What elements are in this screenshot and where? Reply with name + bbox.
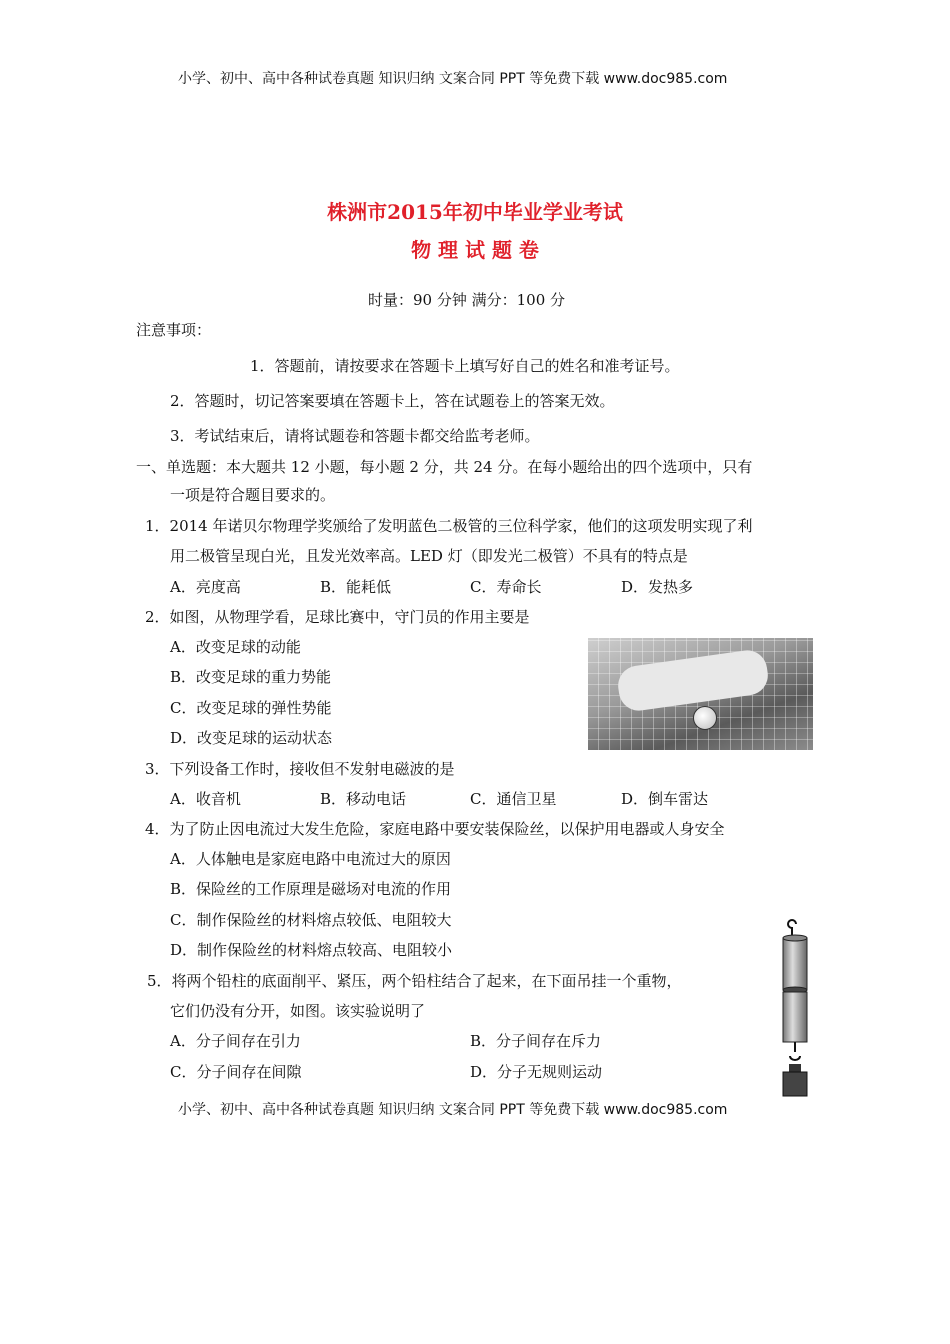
option: C．改变足球的弹性势能 [170,699,332,717]
section-heading: 一项是符合题目要求的。 [170,486,336,504]
option: A．亮度高 [170,578,241,596]
question-3: 3．下列设备工作时，接收但不发射电磁波的是 [145,760,455,778]
option: B．保险丝的工作原理是磁场对电流的作用 [170,880,452,898]
section-heading: 一、单选题：本大题共 12 小题，每小题 2 分，共 24 分。在每小题给出的四个选项中，只有 [136,458,753,476]
option: D．分子无规则运动 [470,1063,603,1081]
option: A．人体触电是家庭电路中电流过大的原因 [170,850,451,868]
option: B．能耗低 [320,578,392,596]
exam-subtitle: 物 理 试 题 卷 [411,238,539,262]
note-item: 1．答题前，请按要求在答题卡上填写好自己的姓名和准考证号。 [250,357,680,375]
option: A．改变足球的动能 [170,638,301,656]
exam-title: 株洲市2015年初中毕业学业考试 [327,200,623,224]
option: B．移动电话 [320,790,407,808]
option: C．分子间存在间隙 [170,1063,302,1081]
note-item: 2．答题时，切记答案要填在答题卡上，答在试题卷上的答案无效。 [170,392,615,410]
footer-banner: 小学、初中、高中各种试卷真题 知识归纳 文案合同 PPT 等免费下载 www.doc985.com [178,1102,728,1118]
goalkeeper-photo [588,638,813,750]
lead-cylinders-figure [770,918,820,1103]
option: A．收音机 [170,790,241,808]
question-2: 2．如图，从物理学看，足球比赛中，守门员的作用主要是 [145,608,530,626]
question-5: 5．将两个铅柱的底面削平、紧压，两个铅柱结合了起来，在下面吊挂一个重物， [147,972,682,990]
header-banner: 小学、初中、高中各种试卷真题 知识归纳 文案合同 PPT 等免费下载 www.doc985.com [178,71,728,87]
option: D．倒车雷达 [621,790,709,808]
question-4: 4．为了防止因电流过大发生危险，家庭电路中要安装保险丝，以保护用电器或人身安全 [145,820,725,838]
question-1: 用二极管呈现白光，且发光效率高。LED 灯（即发光二极管）不具有的特点是 [170,547,688,565]
option: D．改变足球的运动状态 [170,729,333,747]
exam-info: 时量：90 分钟 满分：100 分 [368,291,566,309]
question-1: 1．2014 年诺贝尔物理学奖颁给了发明蓝色二极管的三位科学家，他们的这项发明实现了利 [145,517,753,535]
option: C．寿命长 [470,578,542,596]
notes-label: 注意事项： [136,321,212,339]
option: A．分子间存在引力 [170,1032,301,1050]
option: D．制作保险丝的材料熔点较高、电阻较小 [170,941,453,959]
option: C．制作保险丝的材料熔点较低、电阻较大 [170,911,452,929]
option: C．通信卫星 [470,790,557,808]
question-5: 它们仍没有分开，如图。该实验说明了 [170,1002,426,1020]
option: D．发热多 [621,578,694,596]
note-item: 3．考试结束后，请将试题卷和答题卡都交给监考老师。 [170,427,540,445]
option: B．改变足球的重力势能 [170,668,332,686]
option: B．分子间存在斥力 [470,1032,602,1050]
